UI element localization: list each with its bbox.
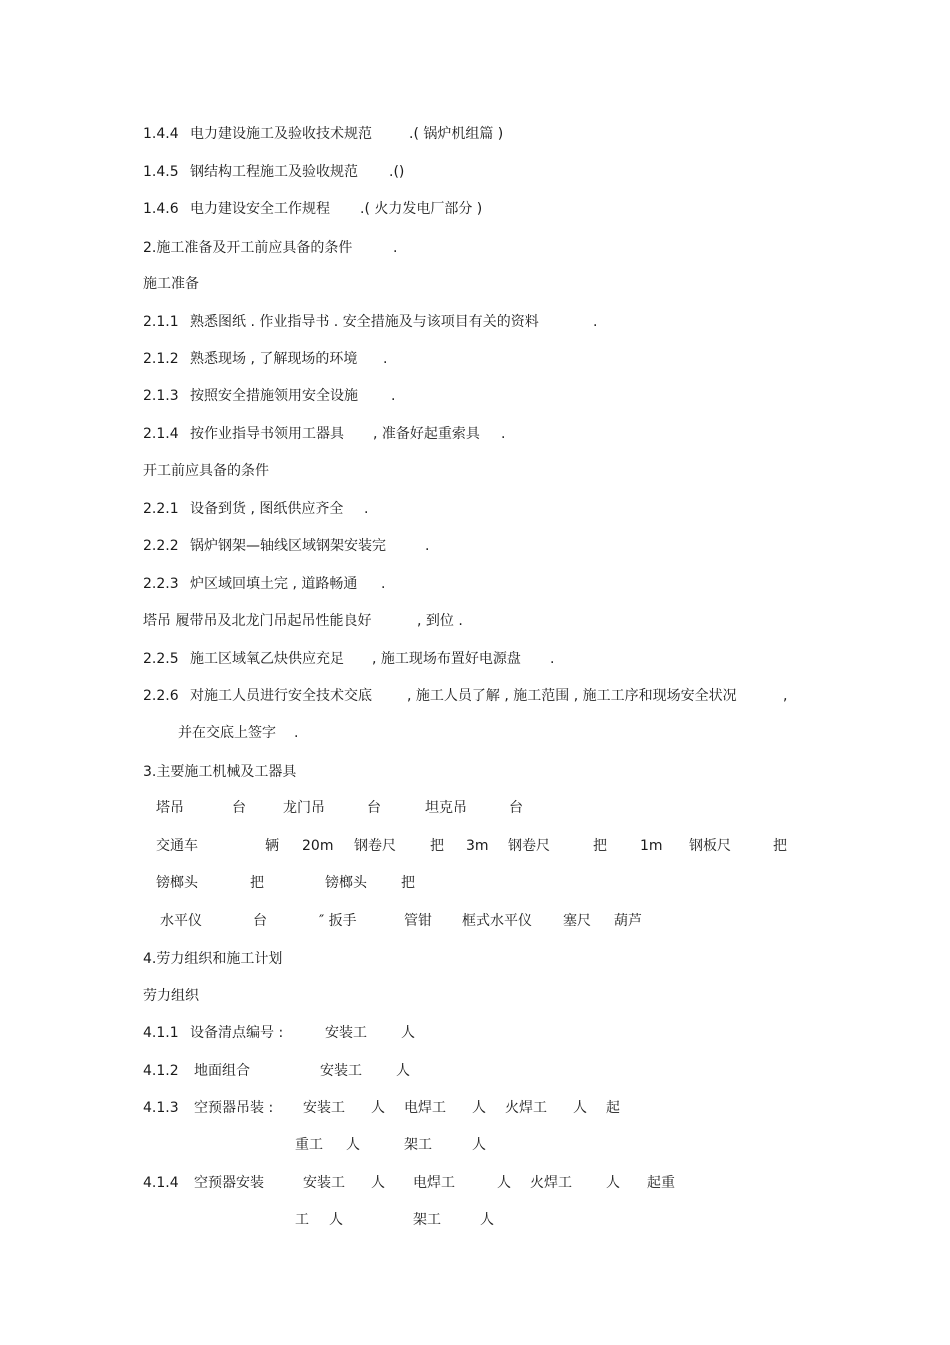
table-cell: 1m: [640, 838, 663, 854]
clause-text: .: [425, 538, 430, 554]
table-cell: 3m: [466, 838, 489, 854]
clause-text: 空预器吊装 :: [194, 1100, 274, 1116]
clause-number: 1.4.4: [143, 126, 179, 142]
clause-number: 4.1.2: [143, 1063, 179, 1079]
clause-text: , 施工现场布置好电源盘: [372, 651, 521, 667]
table-cell: 把: [593, 838, 607, 854]
clause-text: 人: [396, 1063, 410, 1079]
clause-text: 电焊工: [404, 1100, 446, 1116]
table-cell: 钢卷尺: [508, 838, 550, 854]
clause-text: .: [364, 501, 369, 517]
heading-text: 3.主要施工机械及工器具: [143, 764, 297, 780]
clause-text: 重工: [295, 1137, 323, 1153]
table-cell: 镑榔头: [156, 875, 198, 891]
table-cell: 葫芦: [614, 913, 642, 929]
table-cell: 钢板尺: [689, 838, 731, 854]
clause-text: , 施工人员了解 , 施工范围 , 施工工序和现场安全状况: [407, 688, 737, 704]
clause-text: 人: [606, 1175, 620, 1191]
heading-text: 2.施工准备及开工前应具备的条件: [143, 240, 353, 256]
clause-text: 设备清点编号 :: [190, 1025, 284, 1041]
clause-number: 1.4.6: [143, 201, 179, 217]
clause-number: 2.2.6: [143, 688, 179, 704]
heading-text: 4.劳力组织和施工计划: [143, 951, 283, 967]
clause-number: 2.1.3: [143, 388, 179, 404]
clause-text: 人: [472, 1137, 486, 1153]
heading-text: 劳力组织: [143, 988, 199, 1004]
clause-text: 人: [329, 1212, 343, 1228]
clause-text: 人: [401, 1025, 415, 1041]
clause-text: 空预器安装: [194, 1175, 264, 1191]
table-cell: 钢卷尺: [354, 838, 396, 854]
clause-text: 架工: [404, 1137, 432, 1153]
clause-text: 工: [295, 1212, 309, 1228]
table-cell: 塔吊: [156, 800, 184, 816]
clause-text: 熟悉现场 , 了解现场的环境: [190, 351, 358, 367]
clause-number: 1.4.5: [143, 164, 179, 180]
clause-text: , 准备好起重索具: [373, 426, 480, 442]
clause-text: .: [550, 651, 555, 667]
table-cell: 框式水平仪: [462, 913, 532, 929]
table-cell: 坦克吊: [425, 800, 467, 816]
table-cell: ″ 扳手: [319, 913, 357, 929]
table-cell: 台: [253, 913, 267, 929]
table-cell: 龙门吊: [283, 800, 325, 816]
table-cell: 水平仪: [160, 913, 202, 929]
table-cell: 辆: [265, 838, 279, 854]
clause-text: .(): [389, 164, 405, 180]
table-cell: 把: [430, 838, 444, 854]
clause-number: 2.2.3: [143, 576, 179, 592]
clause-number: 2.2.2: [143, 538, 179, 554]
clause-text: .: [501, 426, 506, 442]
clause-text: 人: [497, 1175, 511, 1191]
clause-text: 对施工人员进行安全技术交底: [190, 688, 372, 704]
clause-number: 2.1.2: [143, 351, 179, 367]
table-cell: 20m: [302, 838, 334, 854]
clause-text: 塔吊 履带吊及北龙门吊起吊性能良好: [143, 613, 372, 629]
clause-text: 人: [480, 1212, 494, 1228]
table-cell: 塞尺: [563, 913, 591, 929]
clause-text: .: [294, 725, 299, 741]
clause-text: 人: [346, 1137, 360, 1153]
clause-text: .( 火力发电厂部分 ): [360, 201, 483, 217]
clause-text: 电力建设安全工作规程: [190, 201, 330, 217]
table-cell: 台: [367, 800, 381, 816]
clause-number: 2.2.5: [143, 651, 179, 667]
clause-number: 4.1.1: [143, 1025, 179, 1041]
clause-text: 安装工: [303, 1100, 345, 1116]
heading-end: .: [393, 240, 398, 256]
clause-text: 钢结构工程施工及验收规范: [190, 164, 358, 180]
clause-text: 熟悉图纸 . 作业指导书 . 安全措施及与该项目有关的资料: [190, 314, 539, 330]
table-cell: 交通车: [156, 838, 198, 854]
clause-text: .( 锅炉机组篇 ): [409, 126, 504, 142]
clause-text: 人: [573, 1100, 587, 1116]
clause-text: 炉区域回填土完 , 道路畅通: [190, 576, 358, 592]
clause-text: .: [391, 388, 396, 404]
clause-text: 电力建设施工及验收技术规范: [190, 126, 372, 142]
heading-text: 施工准备: [143, 276, 199, 292]
clause-number: 4.1.3: [143, 1100, 179, 1116]
clause-text: 按作业指导书领用工器具: [190, 426, 344, 442]
clause-text: 安装工: [303, 1175, 345, 1191]
table-cell: 镑榔头: [325, 875, 367, 891]
table-cell: 台: [509, 800, 523, 816]
table-cell: 把: [773, 838, 787, 854]
clause-text: 架工: [413, 1212, 441, 1228]
clause-number: 2.1.1: [143, 314, 179, 330]
clause-text: 按照安全措施领用安全设施: [190, 388, 358, 404]
clause-text: .: [381, 576, 386, 592]
clause-text: 锅炉钢架—轴线区域钢架安装完: [190, 538, 386, 554]
clause-text: 安装工: [320, 1063, 362, 1079]
clause-text: 人: [371, 1100, 385, 1116]
clause-number: 4.1.4: [143, 1175, 179, 1191]
table-cell: 把: [401, 875, 415, 891]
clause-text: ,: [783, 688, 788, 704]
table-cell: 台: [232, 800, 246, 816]
clause-text: 火焊工: [505, 1100, 547, 1116]
heading-text: 开工前应具备的条件: [143, 463, 269, 479]
clause-text: 安装工: [325, 1025, 367, 1041]
clause-number: 2.1.4: [143, 426, 179, 442]
clause-text: 起: [606, 1100, 620, 1116]
clause-number: 2.2.1: [143, 501, 179, 517]
clause-text: 并在交底上签字: [178, 725, 276, 741]
clause-text: 施工区域氧乙炔供应充足: [190, 651, 344, 667]
table-cell: 把: [250, 875, 264, 891]
clause-text: .: [593, 314, 598, 330]
clause-text: 人: [472, 1100, 486, 1116]
clause-text: .: [383, 351, 388, 367]
clause-text: 起重: [647, 1175, 675, 1191]
clause-text: 地面组合: [194, 1063, 250, 1079]
table-cell: 管钳: [404, 913, 432, 929]
clause-text: 人: [371, 1175, 385, 1191]
clause-text: 设备到货 , 图纸供应齐全: [190, 501, 344, 517]
clause-text: 电焊工: [413, 1175, 455, 1191]
clause-text: , 到位 .: [417, 613, 463, 629]
clause-text: 火焊工: [530, 1175, 572, 1191]
